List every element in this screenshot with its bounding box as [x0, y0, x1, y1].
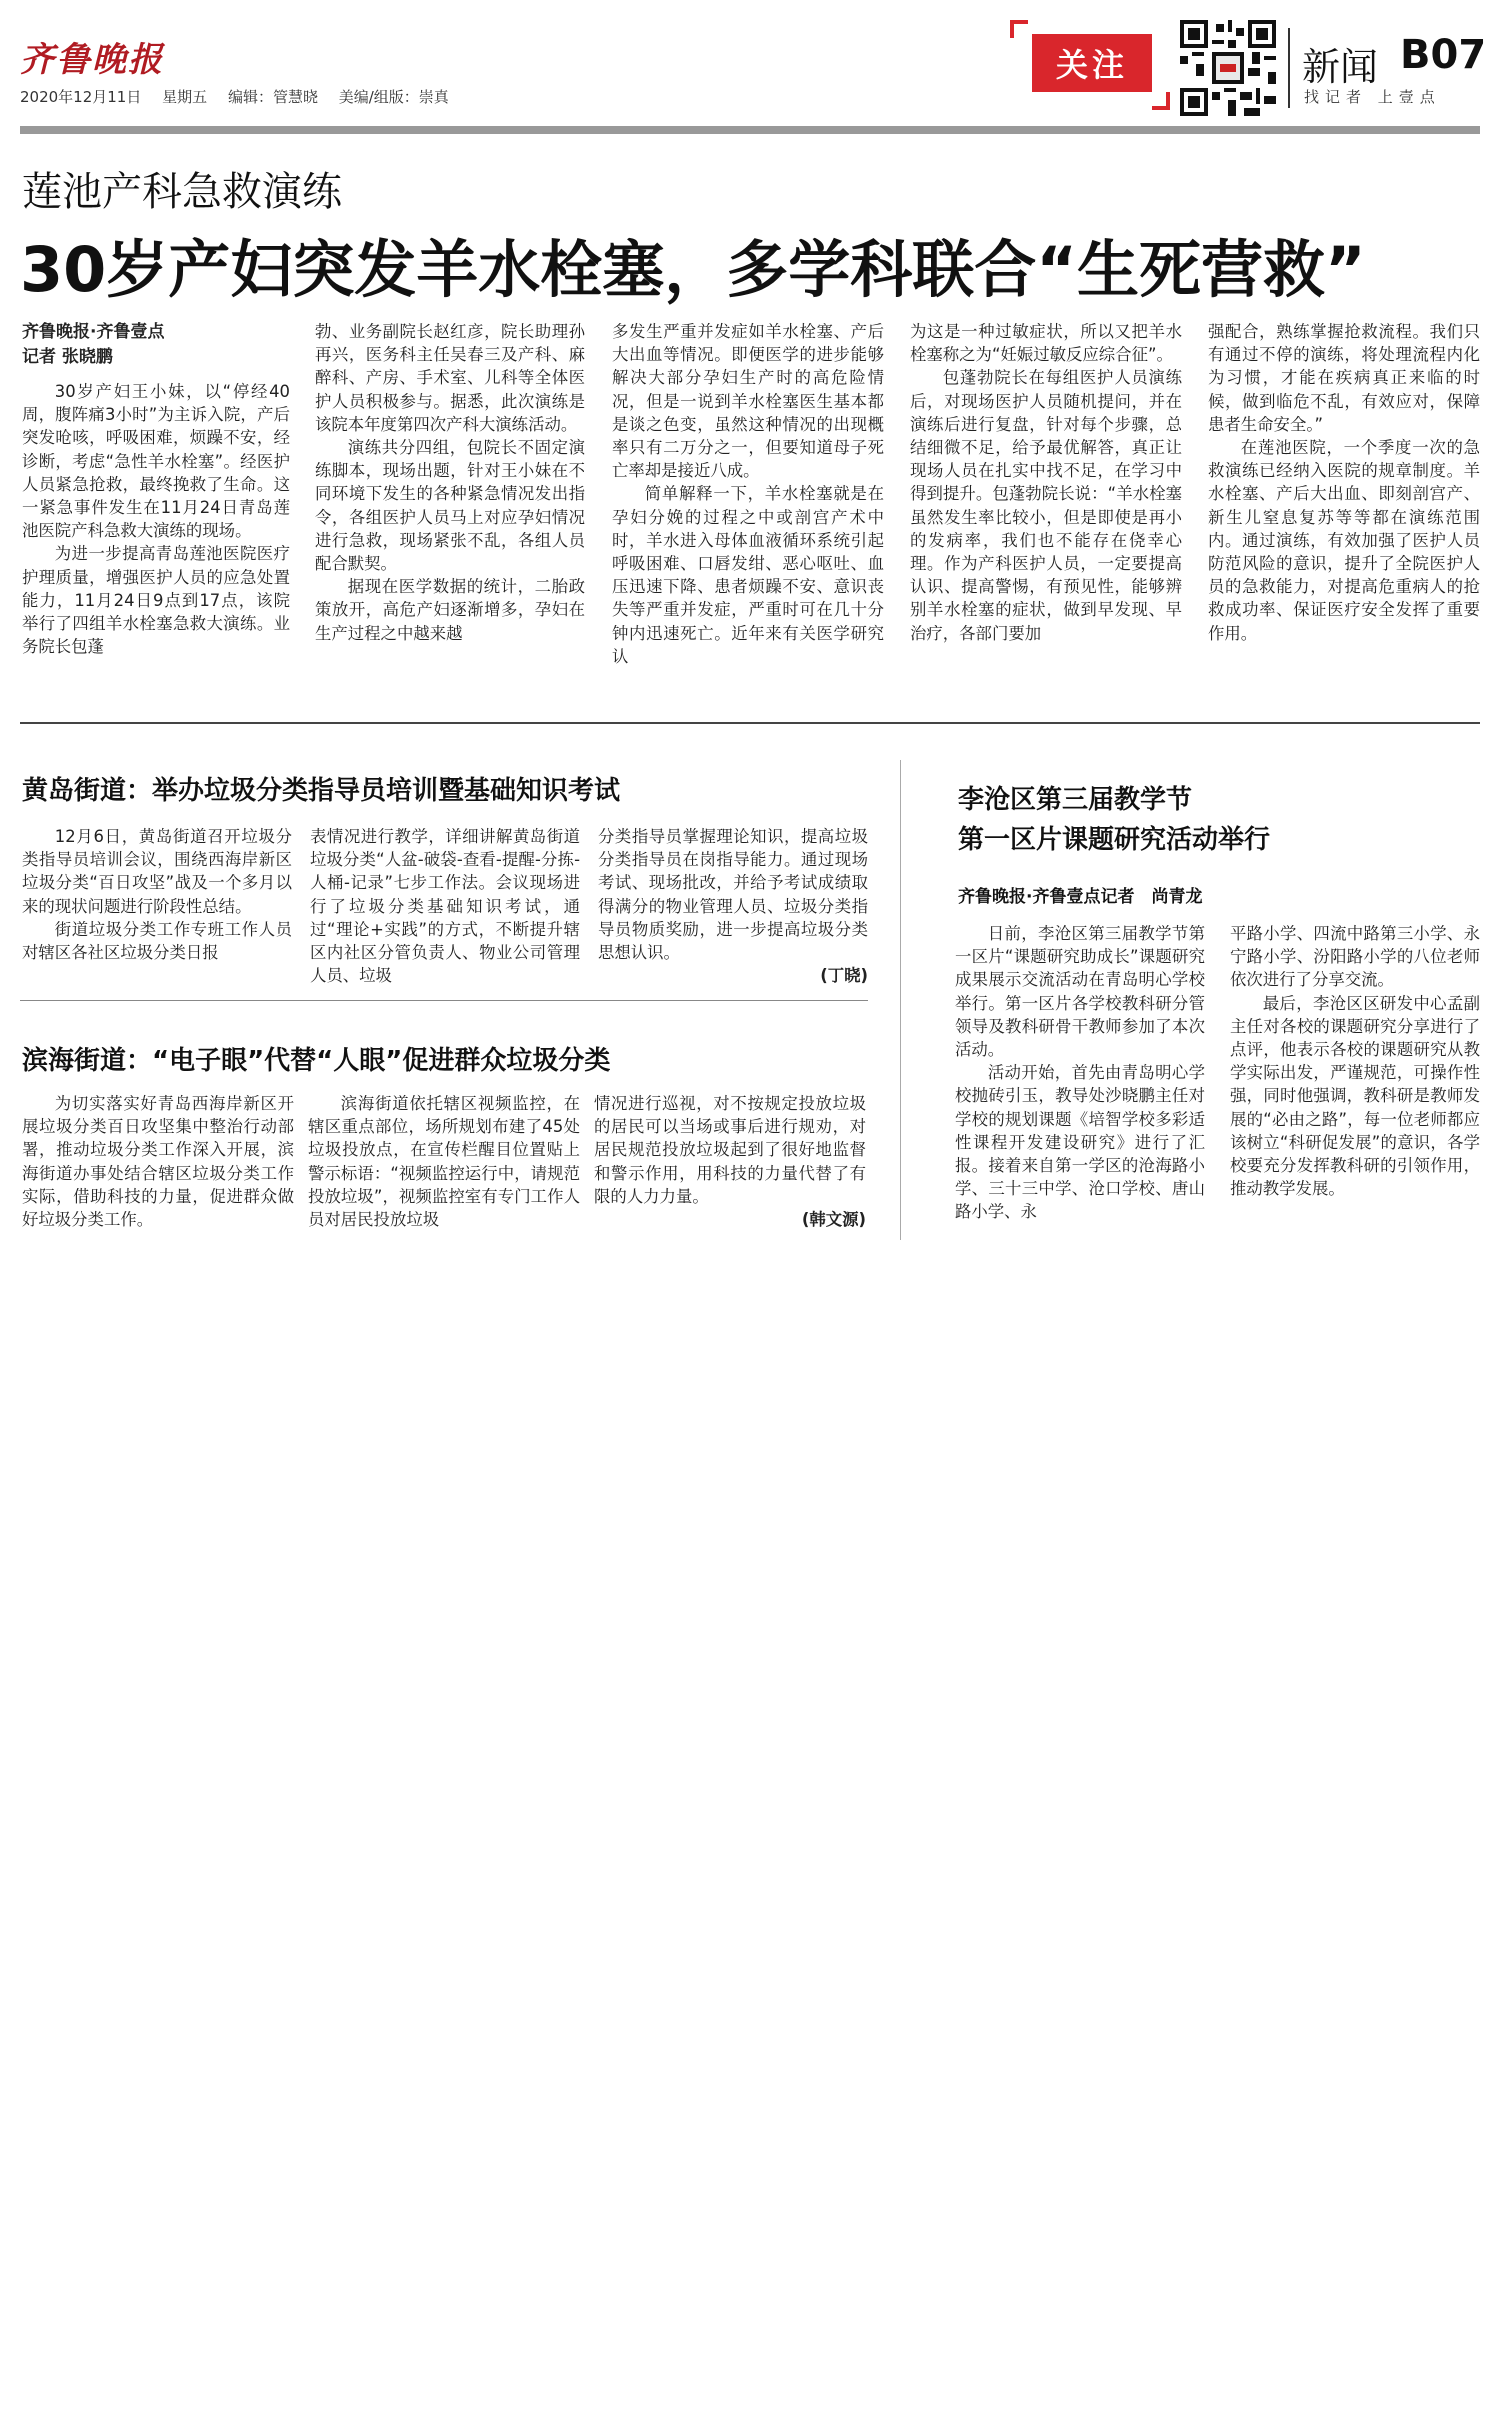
lead-kicker: 莲池产科急救演练: [22, 169, 342, 215]
story4-headline-line1: 李沧区第三届教学节: [958, 785, 1193, 815]
lead-column-1: [22, 320, 290, 706]
paragraph: 在莲池医院，一个季度一次的急救演练已经纳入医院的规章制度。羊水栓塞、产后大出血、即刻剖宫产、新生儿窒息复苏等等都在演练范围内。通过演练，有效加强了医护人员防范风险的意识，提升了全院医护人员的急救能力，对提高危重病人的抢救成功率、保证医疗安全发挥了重要作用。: [1208, 438, 1480, 643]
lead-column-4: [910, 320, 1182, 706]
lead-column-5: [1208, 320, 1480, 706]
masthead: [20, 20, 1487, 120]
paragraph: 分类指导员掌握理论知识，提高垃圾分类指导员在岗指导能力。通过现场考试、现场批改，并给予考试成绩取得满分的物业管理人员、垃圾分类指导员物质奖励，进一步提高垃圾分类思想认识。: [598, 827, 868, 963]
issue-weekday: 星期五: [162, 88, 208, 106]
story2-column-1: [22, 825, 292, 985]
newspaper-logo: 齐鲁晚报: [20, 40, 164, 80]
story-divider: [20, 1000, 868, 1001]
lead-headline: 30岁产妇突发羊水栓塞，多学科联合“生死营救”: [20, 233, 1366, 306]
paragraph: 12月6日，黄岛街道召开垃圾分类指导员培训会议，围绕西海岸新区垃圾分类“百日攻坚”战及一个多月以来的现状问题进行阶段性总结。: [22, 827, 292, 916]
follow-widget[interactable]: [1010, 20, 1170, 110]
column-divider: [900, 760, 901, 1240]
story4-column-2: [1230, 922, 1480, 1242]
qr-code-icon[interactable]: [1180, 20, 1276, 116]
lead-column-3: [612, 320, 884, 706]
paragraph: 强配合，熟练掌握抢救流程。我们只有通过不停的演练，将处理流程内化为习惯，才能在疾病真正来临的时候，做到临危不乱，有效应对，保障患者生命安全。”: [1208, 322, 1480, 434]
section-name: 新闻: [1302, 45, 1379, 89]
paragraph: 据现在医学数据的统计，二胎政策放开，高危产妇逐渐增多，孕妇在生产过程之中越来越: [315, 577, 585, 643]
story4-column-1: [955, 922, 1205, 1242]
paragraph: 日前，李沧区第三届教学节第一区片“课题研究助成长”课题研究成果展示交流活动在青岛明心学校举行。第一区片各学校教科研分管领导及教科研骨干教师参加了本次活动。: [955, 924, 1205, 1060]
story2-column-3: [598, 825, 868, 985]
paragraph: 为进一步提高青岛莲池医院医疗护理质量，增强医护人员的应急处置能力，11月24日9点到17点，该院举行了四组羊水栓塞急救大演练。业务院长包蓬: [22, 544, 290, 657]
paragraph: 活动开始，首先由青岛明心学校抛砖引玉，教导处沙晓鹏主任对学校的规划课题《培智学校多彩适性课程开发建设研究》进行了汇报。接着来自第一学区的沧海路小学、三十三中学、沧口学校、唐山路小学、永: [955, 1063, 1205, 1222]
paragraph: 街道垃圾分类工作专班工作人员对辖区各社区垃圾分类日报: [22, 919, 292, 963]
story3-column-3: [594, 1092, 866, 1242]
lead-column-2: [315, 320, 585, 706]
story2-headline: 黄岛街道：举办垃圾分类指导员培训暨基础知识考试: [22, 776, 621, 806]
corner-bracket-icon: [1152, 92, 1170, 110]
paragraph: 30岁产妇王小妹，以“停经40周，腹阵痛3小时”为主诉入院，产后突发呛咳，呼吸困难，烦躁不安，经诊断，考虑“急性羊水栓塞”。经医护人员紧急抢救，最终挽救了生命。这一紧急事件发生在11月24日青岛莲池医院产科急救大演练的现场。: [22, 382, 290, 541]
story4-byline: 齐鲁晚报·齐鲁壹点记者 尚青龙: [958, 887, 1203, 907]
page-number: B07: [1400, 32, 1487, 78]
paragraph: 为切实落实好青岛西海岸新区开展垃圾分类百日攻坚集中整治行动部署，推动垃圾分类工作深入开展，滨海街道办事处结合辖区垃圾分类工作实际，借助科技的力量，促进群众做好垃圾分类工作。: [22, 1094, 294, 1230]
corner-bracket-icon: [1010, 20, 1028, 38]
paragraph: 表情况进行教学，详细讲解黄岛街道垃圾分类“人盆-破袋-查看-提醒-分拣-人桶-记录”七步工作法。会议现场进行了垃圾分类基础知识考试，通过“理论+实践”的方式，不断提升辖区内社区分管负责人、物业公司管理人员、垃圾: [310, 827, 580, 985]
designer-credit: 美编/组版：崇真: [338, 88, 449, 106]
story3-source: (韩文源): [801, 1210, 866, 1230]
paragraph: 多发生严重并发症如羊水栓塞、产后大出血等情况。即便医学的进步能够解决大部分孕妇生产时的高危险情况，但是一说到羊水栓塞医生基本都是谈之色变，虽然这种情况的出现概率只有二万分之一，但要知道母子死亡率却是接近八成。: [612, 322, 884, 481]
paragraph: 简单解释一下，羊水栓塞就是在孕妇分娩的过程之中或剖宫产术中时，羊水进入母体血液循环系统引起呼吸困难、口唇发绀、恶心呕吐、血压迅速下降、患者烦躁不安、意识丧失等严重并发症，严重时可在几十分钟内迅速死亡。近年来有关医学研究认: [612, 484, 884, 666]
paragraph: 平路小学、四流中路第三小学、永宁路小学、汾阳路小学的八位老师依次进行了分享交流。: [1230, 924, 1480, 990]
paragraph: 滨海街道依托辖区视频监控，在辖区重点部位，场所规划布建了45处垃圾投放点，在宣传栏醒目位置贴上警示标语：“视频监控运行中，请规范投放垃圾”，视频监控室有专门工作人员对居民投放垃圾: [308, 1094, 580, 1230]
story4-headline-line2: 第一区片课题研究活动举行: [958, 825, 1271, 855]
paragraph: 包蓬勃院长在每组医护人员演练后，对现场医护人员随机提问，并在演练后进行复盘，针对每个步骤，总结细微不足，给予最优解答，真正让现场人员在扎实中找不足，在学习中得到提升。包蓬勃院长说：“羊水栓塞虽然发生率比较小，但是即使是再小的发病率，我们也不能存在侥幸心理。作为产科医护人员，一定要提高认识、提高警惕，有预见性，能够辨别羊水栓塞的症状，做到早发现、早治疗，各部门要加: [910, 368, 1182, 643]
issue-date: 2020年12月11日: [20, 88, 142, 106]
paragraph: 为这是一种过敏症状，所以又把羊水栓塞称之为“妊娠过敏反应综合征”。: [910, 322, 1182, 365]
story2-column-2: [310, 825, 580, 985]
issue-meta: [20, 86, 465, 107]
story3-column-2: [308, 1092, 580, 1242]
story3-column-1: [22, 1092, 294, 1242]
paragraph: 演练共分四组，包院长不固定演练脚本，现场出题，针对王小妹在不同环境下发生的各种紧急情况发出指令，各组医护人员马上对应孕妇情况进行急救，现场紧张不乱，各组人员配合默契。: [315, 438, 585, 574]
masthead-rule: [20, 126, 1480, 134]
lead-byline-outlet: 齐鲁晚报·齐鲁壹点: [22, 322, 165, 342]
follow-button[interactable]: 关注: [1032, 34, 1152, 92]
editor-credit: 编辑：管慧晓: [227, 88, 318, 106]
paragraph: 勃、业务副院长赵红彦，院长助理孙再兴，医务科主任吴春三及产科、麻醉科、产房、手术室、儿科等全体医护人员积极参与。据悉，此次演练是该院本年度第四次产科大演练活动。: [315, 322, 585, 434]
paragraph: 最后，李沧区区研发中心孟副主任对各校的课题研究分享进行了点评，他表示各校的课题研究从教学实际出发，严谨规范，可操作性强，同时他强调，教科研是教师发展的“必由之路”，每一位老师都应该树立“科研促发展”的意识，各学校要充分发挥教科研的引领作用，推动教学发展。: [1230, 993, 1480, 1199]
lead-byline-reporter: 记者 张晓鹏: [22, 347, 113, 367]
story3-headline: 滨海街道：“电子眼”代替“人眼”促进群众垃圾分类: [22, 1046, 611, 1076]
story2-source: (丁晓): [820, 966, 868, 985]
reporter-tagline: 找记者 上壹点: [1304, 88, 1441, 106]
paragraph: 情况进行巡视，对不按规定投放垃圾的居民可以当场或事后进行规劝，对居民规范投放垃圾起到了很好地监督和警示作用，用科技的力量代替了有限的人力力量。: [594, 1094, 866, 1206]
section-divider: [20, 722, 1480, 724]
masthead-divider: [1288, 28, 1290, 108]
